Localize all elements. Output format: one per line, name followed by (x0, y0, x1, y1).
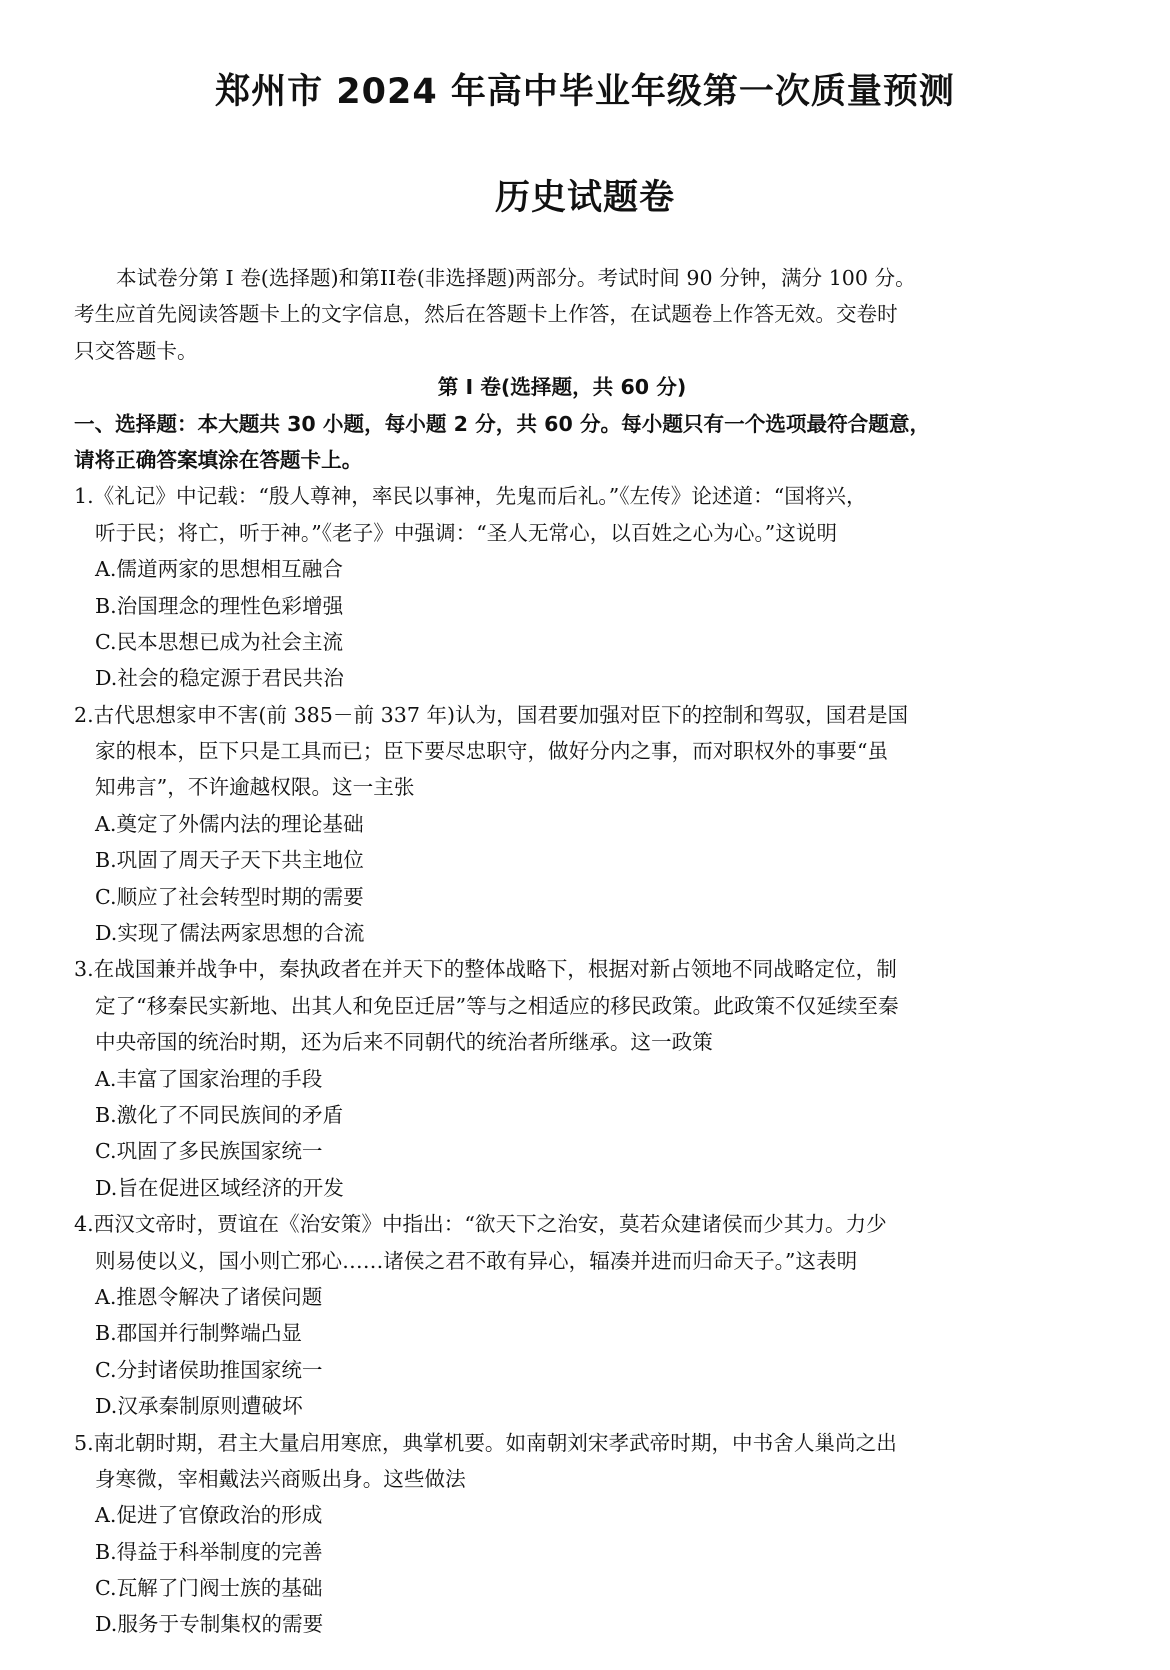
option-a: A.丰富了国家治理的手段 (95, 1066, 323, 1091)
option-d: D.旨在促进区域经济的开发 (95, 1175, 344, 1200)
option-b: B.郡国并行制弊端凸显 (95, 1321, 303, 1346)
option-b: B.巩固了周天子天下共主地位 (95, 848, 364, 873)
option-d: D.实现了儒法两家思想的合流 (95, 921, 365, 946)
question-stem-line: 听于民；将亡，听于神。”《老子》中强调：“圣人无常心，以百姓之心为心。”这说明 (95, 520, 838, 545)
section-instruction: 请将正确答案填涂在答题卡上。 (74, 447, 363, 472)
option-c: C.分封诸侯助推国家统一 (95, 1357, 323, 1382)
option-c: C.瓦解了门阀士族的基础 (95, 1576, 323, 1601)
option-a: A.奠定了外儒内法的理论基础 (95, 811, 364, 836)
question-2 (74, 697, 1050, 952)
page-subtitle: 历史试题卷 (494, 178, 675, 218)
question-stem-line: 3.在战国兼并战争中，秦执政者在并天下的整体战略下，根据对新占领地不同战略定位，制 (74, 957, 897, 982)
option-b: B.激化了不同民族间的矛盾 (95, 1102, 344, 1127)
section-heading: 第 I 卷(选择题，共 60 分) (437, 375, 687, 400)
intro-line: 考生应首先阅读答题卡上的文字信息，然后在答题卡上作答，在试题卷上作答无效。交卷时 (74, 302, 898, 327)
question-stem-line: 身寒微，宰相戴法兴商贩出身。这些做法 (95, 1466, 466, 1491)
question-stem-line: 中央帝国的统治时期，还为后来不同朝代的统治者所继承。这一政策 (95, 1030, 713, 1055)
question-stem-line: 5.南北朝时期，君主大量启用寒庶，典掌机要。如南朝刘宋孝武帝时期，中书舍人巢尚之出 (74, 1430, 897, 1455)
question-stem-line: 定了“移秦民实新地、出其人和免臣迁居”等与之相适应的移民政策。此政策不仅延续至秦 (95, 993, 899, 1018)
question-stem-line: 1.《礼记》中记载：“殷人尊神，率民以事神，先鬼而后礼。”《左传》论述道：“国将兴， (74, 484, 867, 509)
option-d: D.服务于专制集权的需要 (95, 1612, 324, 1637)
intro-line: 只交答题卡。 (74, 338, 198, 363)
exam-body (74, 260, 1050, 1643)
option-c: C.巩固了多民族国家统一 (95, 1139, 323, 1164)
question-stem-line: 4.西汉文帝时，贾谊在《治安策》中指出：“欲天下之治安，莫若众建诸侯而少其力。力少 (74, 1212, 887, 1237)
option-b: B.治国理念的理性色彩增强 (95, 593, 344, 618)
option-d: D.汉承秦制原则遭破坏 (95, 1394, 303, 1419)
page-title: 郑州市 2024 年高中毕业年级第一次质量预测 (215, 72, 955, 112)
section-instruction: 一、选择题：本大题共 30 小题，每小题 2 分，共 60 分。每小题只有一个选项最符合题意， (74, 411, 931, 436)
intro-line: 本试卷分第 I 卷(选择题)和第II卷(非选择题)两部分。考试时间 90 分钟，满分 100 分。 (116, 266, 916, 290)
option-a: A.促进了官僚政治的形成 (95, 1503, 323, 1528)
option-c: C.民本思想已成为社会主流 (95, 629, 344, 654)
option-c: C.顺应了社会转型时期的需要 (95, 884, 364, 909)
option-b: B.得益于科举制度的完善 (95, 1539, 323, 1564)
option-a: A.推恩令解决了诸侯问题 (95, 1284, 323, 1309)
option-a: A.儒道两家的思想相互融合 (95, 557, 343, 582)
question-stem-line: 知弗言”，不许逾越权限。这一主张 (95, 775, 415, 800)
question-stem-line: 则易使以义，国小则亡邪心……诸侯之君不敢有异心，辐凑并进而归命天子。”这表明 (95, 1248, 858, 1273)
question-stem-line: 家的根本，臣下只是工具而已；臣下要尽忠职守，做好分内之事，而对职权外的事要“虽 (95, 739, 889, 764)
option-d: D.社会的稳定源于君民共治 (95, 666, 344, 691)
question-3 (74, 951, 1050, 1206)
question-5 (74, 1425, 1050, 1643)
question-1 (74, 478, 1050, 696)
question-4 (74, 1206, 1050, 1424)
question-stem-line: 2.古代思想家申不害(前 385－前 337 年)认为，国君要加强对臣下的控制和驾驭，国君是国 (74, 702, 909, 727)
